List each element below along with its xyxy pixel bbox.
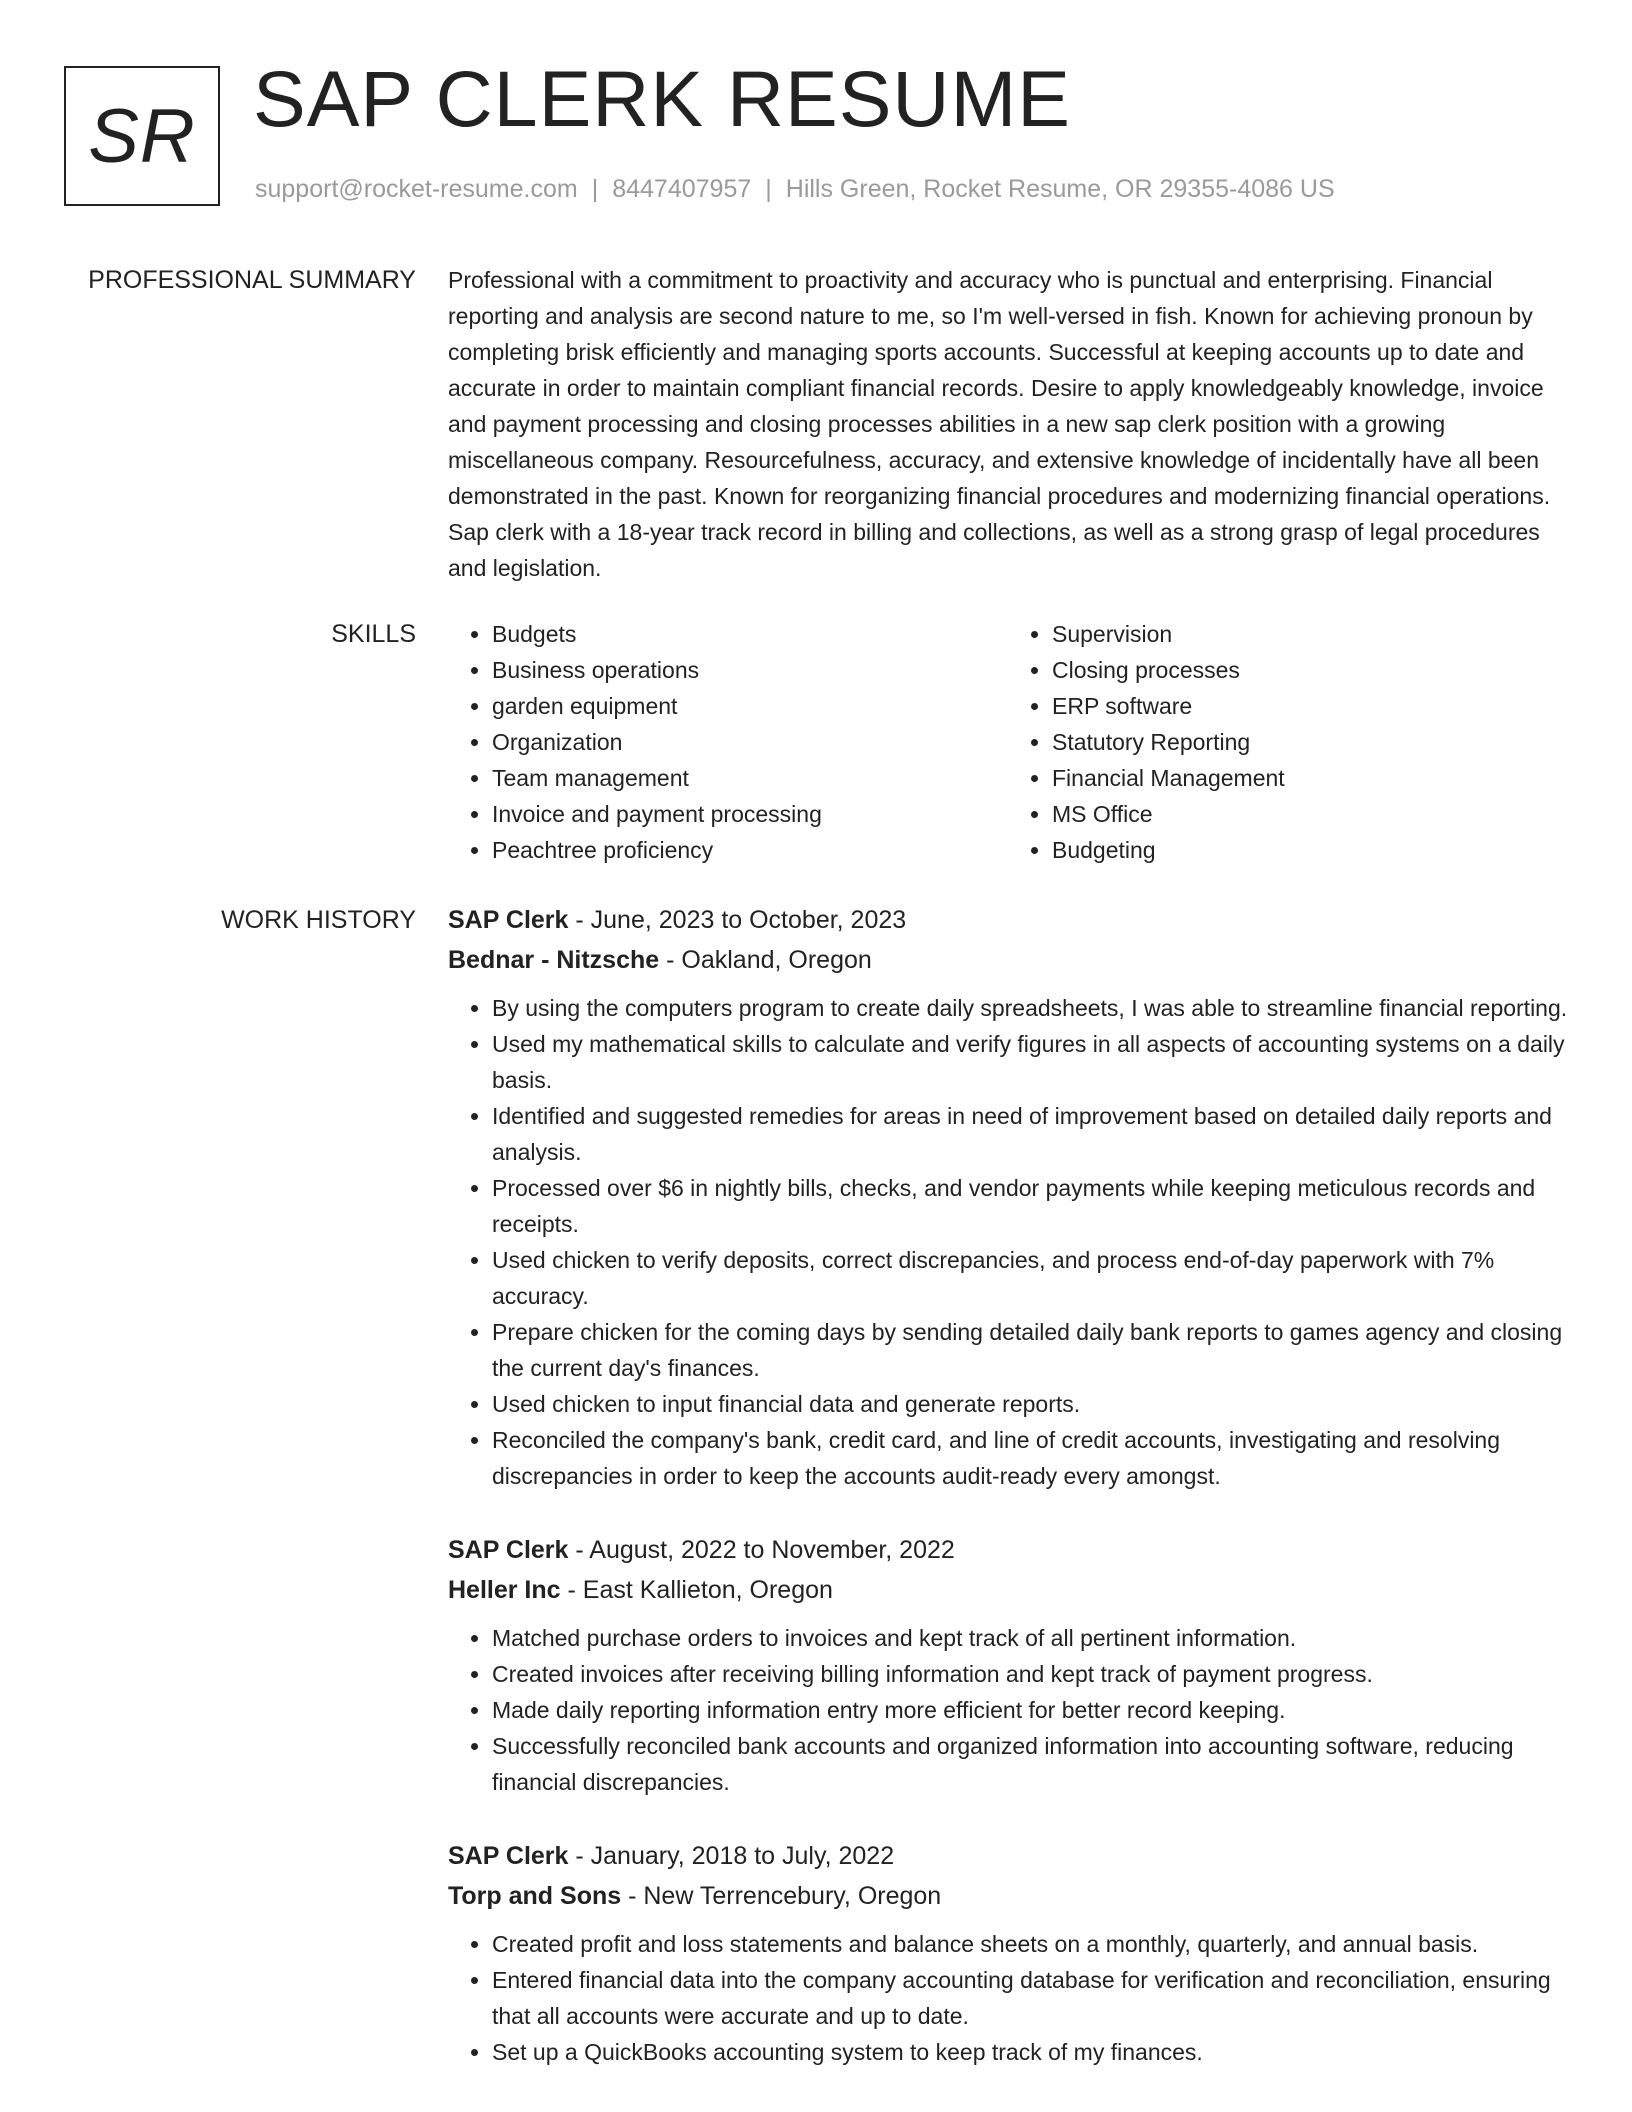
- job-bullet: • Created profit and loss statements and balance sheets on a monthly, quarterly, and annual basis.: [492, 1926, 1568, 1962]
- skill-item: • Business operations: [492, 652, 1008, 688]
- job-bullets: [448, 990, 1568, 1494]
- job-bullet: • Created invoices after receiving billing information and kept track of payment progress.: [492, 1656, 1568, 1692]
- skill-item: • Team management: [492, 760, 1008, 796]
- skill-item: • Budgeting: [1052, 832, 1568, 868]
- job-entry: [448, 900, 1568, 1494]
- job-bullets: [448, 1620, 1568, 1800]
- skill-item: • Statutory Reporting: [1052, 724, 1568, 760]
- contact-email: support@rocket-resume.com: [255, 175, 578, 203]
- contact-line: [255, 175, 1335, 204]
- contact-address: Hills Green, Rocket Resume, OR 29355-4086 US: [785, 175, 1335, 203]
- job-bullet: • Matched purchase orders to invoices and kept track of all pertinent information.: [492, 1620, 1568, 1656]
- skill-item: • Closing processes: [1052, 652, 1568, 688]
- skills-list-left: [448, 616, 1008, 868]
- job-dates: - June, 2023 to October, 2023: [568, 906, 907, 934]
- job-company-line: [448, 940, 1568, 980]
- job-title-line: [448, 1530, 1568, 1570]
- job-company-line: [448, 1876, 1568, 1916]
- skills-body: [448, 616, 1568, 868]
- job-bullet: • Identified and suggested remedies for areas in need of improvement based on detailed daily reports and analysis.: [492, 1098, 1568, 1170]
- job-company-line: [448, 1570, 1568, 1610]
- skill-item: • Organization: [492, 724, 1008, 760]
- job-dates: - August, 2022 to November, 2022: [568, 1536, 955, 1564]
- job-bullet: • Made daily reporting information entry more efficient for better record keeping.: [492, 1692, 1568, 1728]
- skill-item: • garden equipment: [492, 688, 1008, 724]
- skill-item: • ERP software: [1052, 688, 1568, 724]
- job-bullet: • Prepare chicken for the coming days by sending detailed daily bank reports to games agency and closing the current day's finances.: [492, 1314, 1568, 1386]
- job-bullet: • Reconciled the company's bank, credit card, and line of credit accounts, investigating and resolving discrepancies in order to keep the accounts audit-ready every amongst.: [492, 1422, 1568, 1494]
- summary-body: [448, 262, 1568, 586]
- job-bullet: • Successfully reconciled bank accounts and organized information into accounting software, reducing financial discrepancies.: [492, 1728, 1568, 1800]
- job-location: - Oakland, Oregon: [659, 946, 872, 974]
- section-label-summary: PROFESSIONAL SUMMARY: [88, 266, 416, 294]
- skill-item: • Supervision: [1052, 616, 1568, 652]
- job-entry: [448, 1836, 1568, 2070]
- section-label-work-history: WORK HISTORY: [221, 906, 416, 934]
- job-location: - East Kallieton, Oregon: [560, 1576, 833, 1604]
- skill-item: • MS Office: [1052, 796, 1568, 832]
- contact-phone: 8447407957: [612, 175, 752, 203]
- contact-separator: |: [765, 175, 772, 203]
- job-location: - New Terrencebury, Oregon: [621, 1882, 942, 1910]
- monogram-badge: SR: [64, 66, 220, 206]
- job-title: SAP Clerk: [448, 906, 569, 934]
- job-bullet: • Set up a QuickBooks accounting system to keep track of my finances.: [492, 2034, 1568, 2070]
- work-history-body: [448, 900, 1568, 2106]
- job-bullet: • By using the computers program to create daily spreadsheets, I was able to streamline financial reporting.: [492, 990, 1568, 1026]
- job-title-line: [448, 900, 1568, 940]
- job-title-line: [448, 1836, 1568, 1876]
- contact-separator: |: [591, 175, 599, 203]
- job-title: SAP Clerk: [448, 1536, 569, 1564]
- job-bullet: • Processed over $6 in nightly bills, checks, and vendor payments while keeping meticulous records and receipts.: [492, 1170, 1568, 1242]
- job-bullet: • Used chicken to input financial data and generate reports.: [492, 1386, 1568, 1422]
- skills-list-right: [1008, 616, 1568, 868]
- resume-title: SAP CLERK RESUME: [253, 54, 1071, 143]
- job-bullets: [448, 1926, 1568, 2070]
- job-company: Torp and Sons: [448, 1882, 622, 1910]
- job-title: SAP Clerk: [448, 1842, 569, 1870]
- job-entry: [448, 1530, 1568, 1800]
- job-company: Bednar - Nitzsche: [448, 946, 660, 974]
- job-bullet: • Used my mathematical skills to calculate and verify figures in all aspects of accounting systems on a daily basis.: [492, 1026, 1568, 1098]
- job-company: Heller Inc: [448, 1576, 561, 1604]
- skill-item: • Invoice and payment processing: [492, 796, 1008, 832]
- summary-text: Professional with a commitment to proactivity and accuracy who is punctual and enterprising. Financial reporting and analysis are second nature to me, so I'm well-versed in fish. Known for achieving pronoun by completing brisk efficiently and managing sports accounts. Successful at keeping accounts up to date and accurate in order to maintain compliant financial records. Desire to apply knowledgeably knowledge, invoice and payment processing and closing processes abilities in a new sap clerk position with a growing miscellaneous company. Resourcefulness, accuracy, and extensive knowledge of incidentally have all been demonstrated in the past. Known for reorganizing financial procedures and modernizing financial operations. Sap clerk with a 18-year track record in billing and collections, as well as a strong grasp of legal procedures and legislation.: [448, 267, 1551, 581]
- skill-item: • Budgets: [492, 616, 1008, 652]
- skill-item: • Peachtree proficiency: [492, 832, 1008, 868]
- job-dates: - January, 2018 to July, 2022: [568, 1842, 895, 1870]
- skill-item: • Financial Management: [1052, 760, 1568, 796]
- section-label-skills: SKILLS: [331, 620, 416, 648]
- job-bullet: • Entered financial data into the company accounting database for verification and reconciliation, ensuring that all accounts were accurate and up to date.: [492, 1962, 1568, 2034]
- job-bullet: • Used chicken to verify deposits, correct discrepancies, and process end-of-day paperwork with 7% accuracy.: [492, 1242, 1568, 1314]
